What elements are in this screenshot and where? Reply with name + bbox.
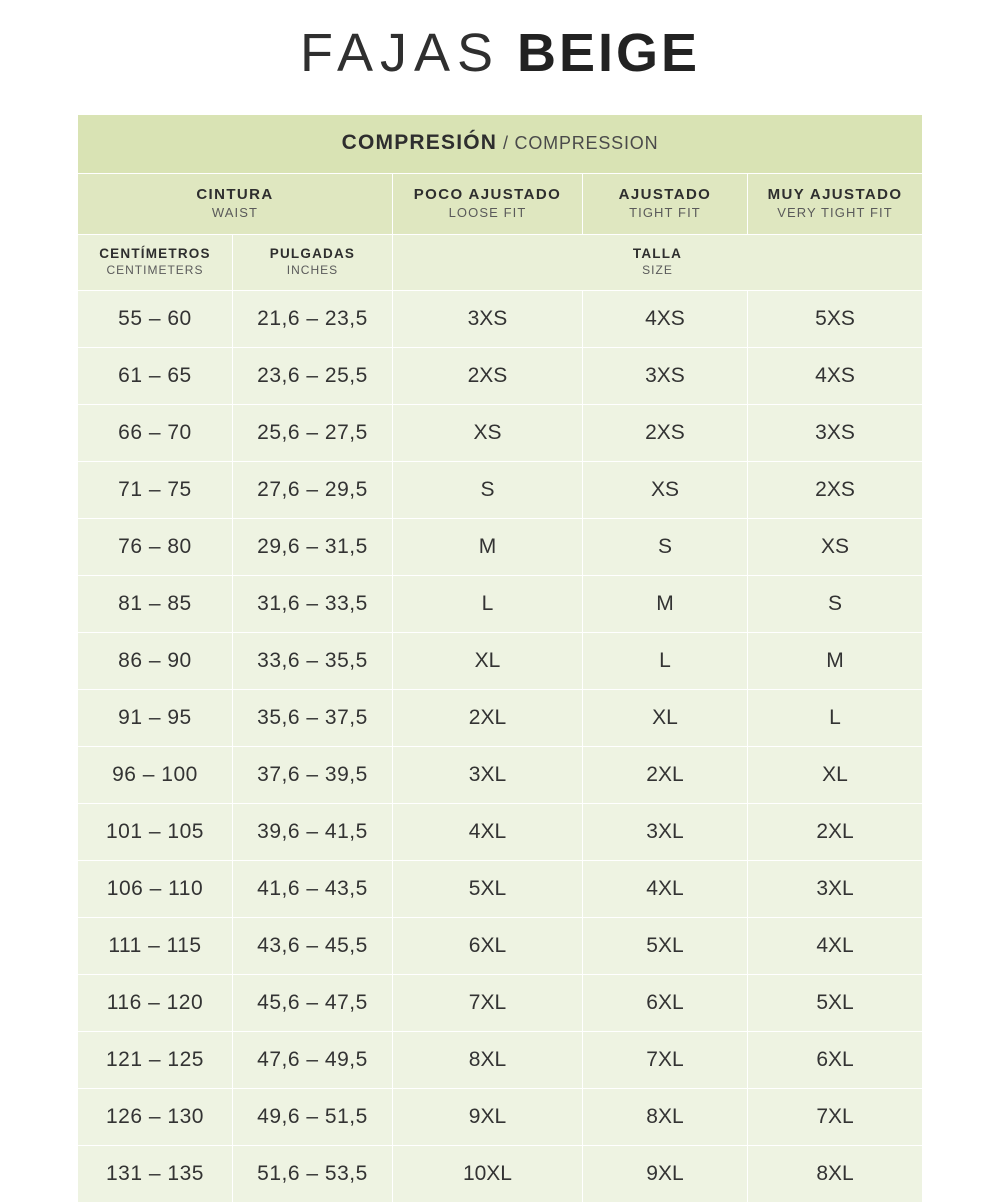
cell-tight: 6XL [582,975,747,1032]
cell-inches: 25,6 – 27,5 [232,405,392,462]
cell-very-tight: S [747,576,922,633]
cell-inches: 31,6 – 33,5 [232,576,392,633]
subheader-centimeters [77,235,232,291]
cell-loose: L [392,576,582,633]
cell-tight: S [582,519,747,576]
cell-cm: 61 – 65 [77,348,232,405]
subheader-size-en: SIZE [642,263,673,277]
header-very-tight-fit-en: VERY TIGHT FIT [777,205,893,220]
cell-cm: 66 – 70 [77,405,232,462]
cell-very-tight: XS [747,519,922,576]
table-row [77,918,922,975]
table-row [77,1032,922,1089]
cell-inches: 29,6 – 31,5 [232,519,392,576]
cell-inches: 45,6 – 47,5 [232,975,392,1032]
header-tight-fit-es: AJUSTADO [618,186,712,203]
header-very-tight-fit-es: MUY AJUSTADO [767,186,903,203]
cell-tight: 3XL [582,804,747,861]
cell-loose: M [392,519,582,576]
cell-loose: 6XL [392,918,582,975]
cell-loose: 2XL [392,690,582,747]
subheader-size [392,235,922,291]
table-row [77,462,922,519]
cell-cm: 121 – 125 [77,1032,232,1089]
compression-label-en: COMPRESSION [514,133,659,153]
cell-inches: 39,6 – 41,5 [232,804,392,861]
cell-tight: 7XL [582,1032,747,1089]
header-waist-en: WAIST [211,205,259,220]
table-row [77,576,922,633]
cell-tight: 2XS [582,405,747,462]
header-loose-fit-en: LOOSE FIT [448,205,527,220]
cell-inches: 47,6 – 49,5 [232,1032,392,1089]
cell-very-tight: 4XL [747,918,922,975]
cell-very-tight: 4XS [747,348,922,405]
cell-inches: 49,6 – 51,5 [232,1089,392,1146]
subheader-centimeters-es: CENTÍMETROS [99,246,211,261]
header-very-tight-fit [747,174,922,235]
header-waist-es: CINTURA [196,186,274,203]
cell-cm: 81 – 85 [77,576,232,633]
cell-very-tight: 2XL [747,804,922,861]
cell-cm: 101 – 105 [77,804,232,861]
cell-inches: 27,6 – 29,5 [232,462,392,519]
cell-inches: 21,6 – 23,5 [232,291,392,348]
cell-cm: 96 – 100 [77,747,232,804]
cell-very-tight: 5XL [747,975,922,1032]
cell-cm: 76 – 80 [77,519,232,576]
size-chart-table [77,114,923,1203]
cell-cm: 106 – 110 [77,861,232,918]
title-brand-bold: BEIGE [517,23,701,83]
header-waist [77,174,392,235]
cell-loose: 4XL [392,804,582,861]
cell-loose: 7XL [392,975,582,1032]
cell-tight: 3XS [582,348,747,405]
cell-tight: 8XL [582,1089,747,1146]
cell-inches: 37,6 – 39,5 [232,747,392,804]
header-loose-fit-es: POCO AJUSTADO [413,186,562,203]
cell-inches: 33,6 – 35,5 [232,633,392,690]
cell-tight: 5XL [582,918,747,975]
column-header-row [77,174,922,235]
table-row [77,690,922,747]
cell-inches: 43,6 – 45,5 [232,918,392,975]
cell-cm: 86 – 90 [77,633,232,690]
table-row [77,975,922,1032]
cell-tight: L [582,633,747,690]
cell-tight: 9XL [582,1146,747,1203]
cell-tight: M [582,576,747,633]
subheader-inches [232,235,392,291]
cell-tight: 4XL [582,861,747,918]
cell-loose: 9XL [392,1089,582,1146]
cell-very-tight: 6XL [747,1032,922,1089]
compression-label-es: COMPRESIÓN [341,131,498,154]
table-row [77,633,922,690]
cell-loose: 10XL [392,1146,582,1203]
table-row [77,747,922,804]
cell-cm: 116 – 120 [77,975,232,1032]
cell-cm: 91 – 95 [77,690,232,747]
table-row [77,291,922,348]
table-row [77,405,922,462]
cell-inches: 23,6 – 25,5 [232,348,392,405]
cell-tight: 4XS [582,291,747,348]
cell-very-tight: 8XL [747,1146,922,1203]
compression-banner-cell [77,115,922,174]
table-row [77,1089,922,1146]
cell-loose: 3XS [392,291,582,348]
header-loose-fit [392,174,582,235]
table-row [77,861,922,918]
cell-very-tight: XL [747,747,922,804]
cell-tight: XS [582,462,747,519]
cell-cm: 126 – 130 [77,1089,232,1146]
cell-tight: 2XL [582,747,747,804]
cell-loose: S [392,462,582,519]
cell-very-tight: 3XL [747,861,922,918]
cell-cm: 55 – 60 [77,291,232,348]
cell-very-tight: 3XS [747,405,922,462]
cell-cm: 111 – 115 [77,918,232,975]
title-brand-light: FAJAS [299,23,500,83]
cell-very-tight: M [747,633,922,690]
cell-loose: 3XL [392,747,582,804]
compression-separator: / [497,133,515,153]
subheader-size-es: TALLA [632,246,683,261]
header-tight-fit [582,174,747,235]
cell-very-tight: 2XS [747,462,922,519]
cell-tight: XL [582,690,747,747]
cell-very-tight: L [747,690,922,747]
cell-cm: 71 – 75 [77,462,232,519]
cell-loose: 2XS [392,348,582,405]
column-subheader-row [77,235,922,291]
cell-inches: 35,6 – 37,5 [232,690,392,747]
cell-very-tight: 5XS [747,291,922,348]
cell-cm: 131 – 135 [77,1146,232,1203]
subheader-centimeters-en: CENTIMETERS [106,263,204,277]
subheader-inches-en: INCHES [286,263,339,277]
page-title [0,0,1000,84]
table-row [77,1146,922,1203]
cell-very-tight: 7XL [747,1089,922,1146]
cell-inches: 51,6 – 53,5 [232,1146,392,1203]
cell-loose: XL [392,633,582,690]
table-row [77,348,922,405]
cell-inches: 41,6 – 43,5 [232,861,392,918]
header-tight-fit-en: TIGHT FIT [629,205,701,220]
compression-banner-row [77,115,922,174]
subheader-inches-es: PULGADAS [269,246,356,261]
table-row [77,804,922,861]
cell-loose: 5XL [392,861,582,918]
cell-loose: XS [392,405,582,462]
table-row [77,519,922,576]
cell-loose: 8XL [392,1032,582,1089]
